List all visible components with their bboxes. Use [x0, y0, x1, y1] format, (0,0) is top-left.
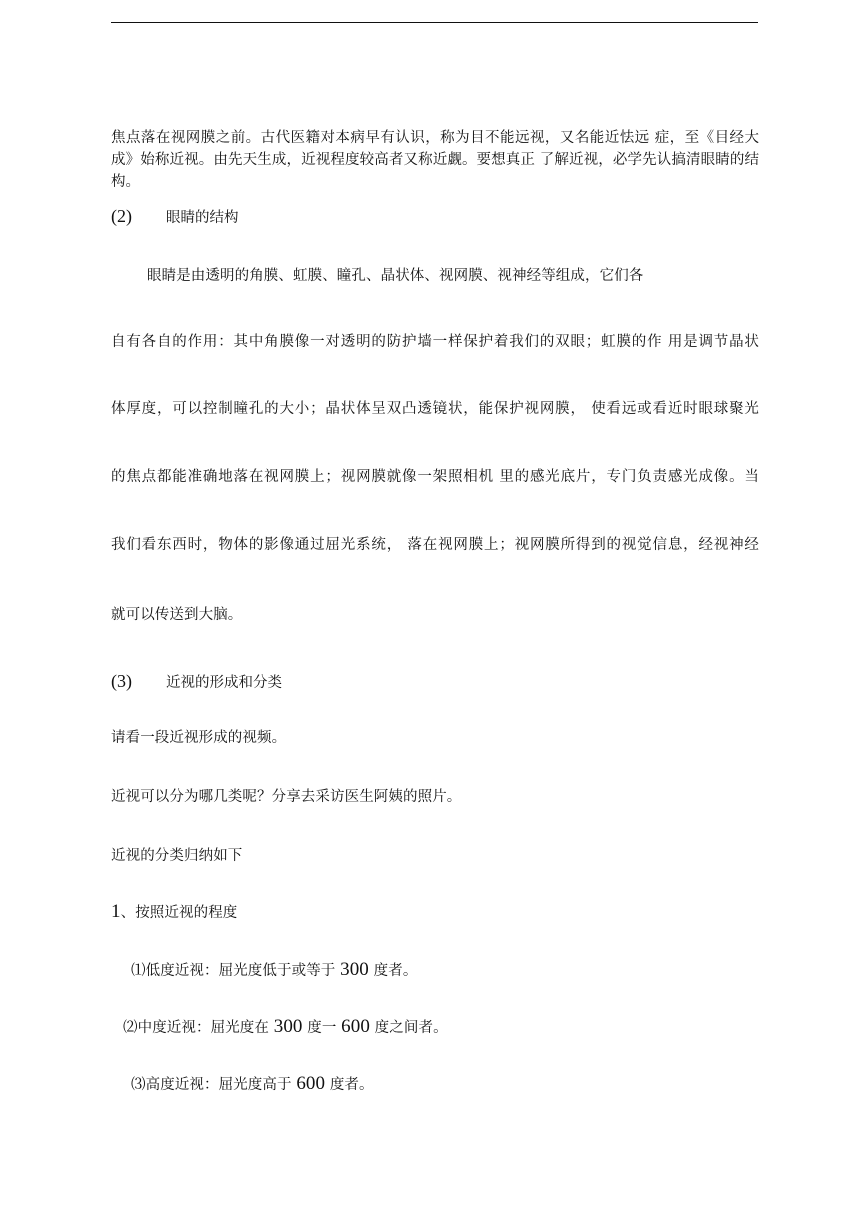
section-3-heading — [111, 670, 282, 694]
section-3-title: 近视的形成和分类 — [166, 675, 282, 691]
section-3-number: (3) — [111, 671, 132, 691]
eye-structure-line-2: 自有各自的作用：其中角膜像一对透明的防护墙一样保护着我们的双眼；虹膜的作 用是调节晶状 — [111, 334, 759, 350]
question-paragraph: 近视可以分为哪几类呢？分享去采访医生阿姨的照片。 — [111, 789, 462, 805]
classification-item-low — [131, 959, 779, 982]
item-suffix: 度者。 — [368, 963, 418, 979]
eye-structure-line-1: 眼睛是由透明的角膜、虹膜、瞳孔、晶状体、视网膜、视神经等组成，它们各 — [147, 268, 644, 284]
intro-paragraph: 焦点落在视网膜之前。古代医籍对本病早有认识，称为目不能远视，又名能近怯远 症，至《目经大成》始称近视。由先天生成，近视程度较高者又称近觑。要想真正 了解近视，必学先认搞清眼睛的结构。 — [111, 130, 759, 190]
classification-item-medium — [123, 1016, 771, 1039]
section-2-title: 眼睛的结构 — [166, 210, 239, 226]
eye-structure-line-5: 我们看东西时，物体的影像通过屈光系统， 落在视网膜上；视网膜所得到的视觉信息，经视神经 — [111, 537, 759, 553]
item-suffix: 度者。 — [325, 1077, 374, 1093]
item-number: 300 — [340, 959, 369, 980]
eye-structure-line-3: 体厚度，可以控制瞳孔的大小；晶状体呈双凸透镜状，能保护视网膜， 使看远或看近时眼球聚光 — [111, 401, 759, 417]
item-number: 600 — [296, 1073, 326, 1094]
classification-heading — [111, 901, 759, 924]
item-prefix: ⑴低度近视：屈光度低于或等于 — [131, 963, 341, 979]
classification-heading-text: 、按照近视的程度 — [120, 905, 238, 921]
section-2-heading — [111, 205, 239, 229]
video-paragraph: 请看一段近视形成的视频。 — [111, 730, 287, 746]
item-suffix: 度之间者。 — [369, 1020, 448, 1036]
item-prefix: ⑶高度近视：屈光度高于 — [131, 1077, 297, 1093]
section-2-number: (2) — [111, 206, 132, 226]
summary-paragraph: 近视的分类归纳如下 — [111, 848, 243, 864]
eye-structure-line-6: 就可以传送到大脑。 — [111, 607, 243, 623]
classification-item-high — [131, 1073, 779, 1096]
item-prefix: ⑵中度近视：屈光度在 — [123, 1020, 274, 1036]
eye-structure-line-4: 的焦点都能准确地落在视网膜上；视网膜就像一架照相机 里的感光底片，专门负责感光成像。当 — [111, 469, 759, 485]
header-rule — [111, 22, 758, 23]
item-number: 300 — [273, 1016, 303, 1037]
item-number-2: 600 — [341, 1016, 370, 1037]
item-mid: 度一 — [302, 1020, 342, 1036]
classification-heading-number: 1 — [111, 901, 121, 922]
